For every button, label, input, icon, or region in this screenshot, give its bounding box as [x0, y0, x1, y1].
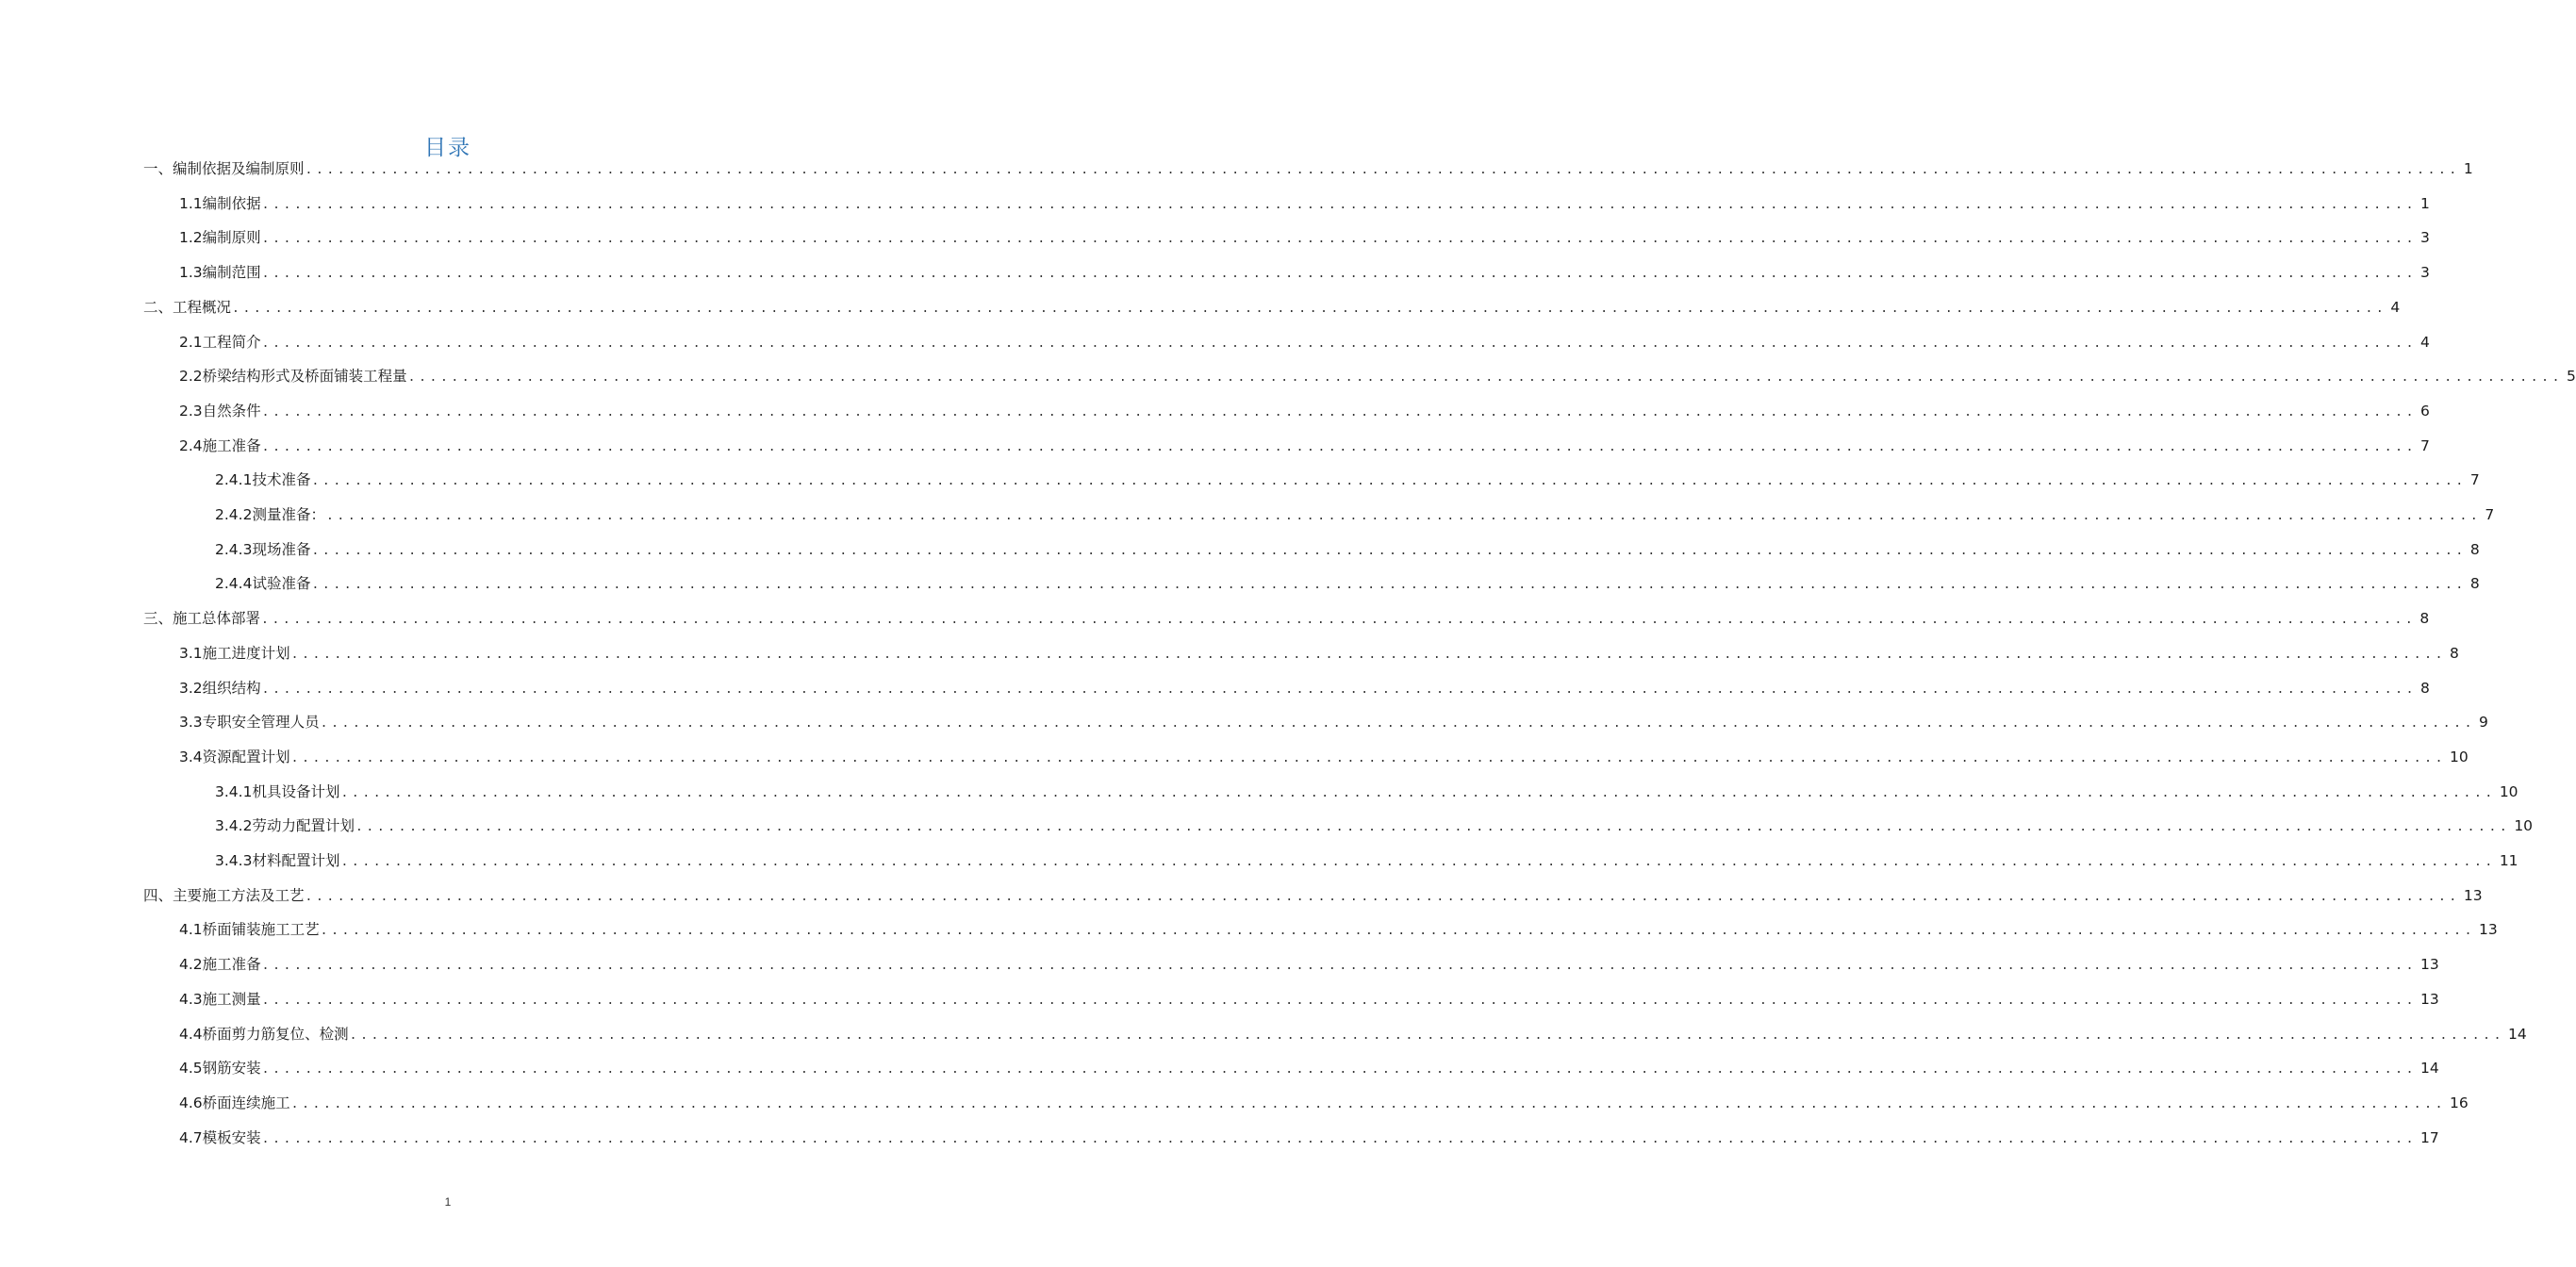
toc-entry[interactable] — [179, 226, 2430, 249]
toc-entry-title: 组织结构 — [202, 679, 261, 697]
toc-entry-number: 2.4.3 — [215, 540, 253, 558]
toc-dot-leader: ........................................................................................................................................................................................................ — [325, 509, 2482, 523]
toc-entry-number: 4.3 — [179, 990, 203, 1008]
toc-dot-leader: ........................................................................................................................................................................................................ — [261, 267, 2418, 282]
toc-entry-title: 自然条件 — [202, 402, 261, 420]
toc-dot-leader: ........................................................................................................................................................................................................ — [320, 924, 2476, 939]
toc-dot-leader: ........................................................................................................................................................................................................ — [261, 439, 2418, 454]
toc-entry[interactable] — [215, 814, 2534, 837]
toc-entry-number: 三、 — [143, 610, 173, 628]
toc-entry-number: 4.2 — [179, 956, 203, 974]
toc-entry[interactable] — [179, 400, 2430, 422]
toc-entry-title: 钢筋安装 — [202, 1060, 261, 1078]
toc-entry-number: 1.3 — [179, 264, 203, 282]
toc-entry-page: 7 — [2485, 506, 2495, 523]
toc-entry-number: 4.1 — [179, 921, 203, 939]
toc-entry[interactable] — [179, 331, 2430, 354]
toc-dot-leader: ........................................................................................................................................................................................................ — [305, 889, 2460, 904]
toc-entry-title: 编制依据 — [202, 194, 261, 212]
toc-entry-number: 2.1 — [179, 333, 203, 351]
toc-entry-number: 2.4 — [179, 436, 203, 454]
toc-entry-title: 模板安装 — [202, 1128, 261, 1146]
toc-entry-title: 现场准备 — [252, 540, 311, 558]
toc-entry-page: 8 — [2419, 610, 2430, 628]
toc-entry-title: 桥面剪力筋复位、检测 — [202, 1025, 349, 1043]
toc-entry-title: 桥梁结构形式及桥面铺装工程量 — [202, 368, 407, 386]
page-number: 1 — [444, 1195, 452, 1209]
toc-entry-number: 2.4.2 — [215, 506, 253, 523]
toc-entry-title: 施工总体部署 — [173, 610, 261, 628]
toc-entry[interactable] — [179, 261, 2430, 284]
toc-entry-title: 桥面连续施工 — [202, 1094, 290, 1111]
toc-entry-page: 1 — [2420, 194, 2430, 212]
toc-entry-number: 4.6 — [179, 1094, 203, 1111]
toc-entry-title: 劳动力配置计划 — [252, 817, 355, 835]
toc-entry-page: 7 — [2420, 436, 2430, 454]
toc-dot-leader: ........................................................................................................................................................................................................ — [340, 785, 2496, 800]
toc-entry-page: 14 — [2420, 1060, 2439, 1078]
toc-entry-page: 3 — [2420, 264, 2430, 282]
toc-entry[interactable] — [143, 157, 2473, 180]
toc-title: 目录 — [424, 136, 471, 160]
toc-dot-leader: ........................................................................................................................................................................................................ — [320, 716, 2476, 732]
toc-entry-page: 8 — [2469, 540, 2480, 558]
toc-dot-leader: ........................................................................................................................................................................................................ — [261, 1062, 2418, 1078]
toc-entry[interactable] — [143, 607, 2430, 630]
toc-entry[interactable] — [179, 711, 2488, 733]
toc-entry-title: 施工准备 — [202, 436, 261, 454]
toc-entry[interactable] — [215, 781, 2518, 803]
toc-entry[interactable] — [179, 953, 2439, 976]
toc-entry-number: 4.5 — [179, 1060, 203, 1078]
toc-entry-number: 2.4.1 — [215, 471, 253, 489]
toc-entry-page: 13 — [2463, 886, 2483, 904]
toc-entry-number: 3.4.2 — [215, 817, 253, 835]
toc-entry-page: 13 — [2420, 990, 2439, 1008]
toc-entry-number: 3.4 — [179, 748, 203, 765]
toc-entry-number: 3.1 — [179, 644, 203, 662]
toc-dot-leader: ........................................................................................................................................................................................................ — [261, 993, 2418, 1008]
toc-entry-title: 施工进度计划 — [202, 644, 290, 662]
toc-dot-leader: ........................................................................................................................................................................................................ — [355, 820, 2511, 835]
toc-dot-leader: ........................................................................................................................................................................................................ — [261, 1131, 2418, 1146]
toc-dot-leader: ........................................................................................................................................................................................................ — [261, 959, 2418, 974]
toc-entry-number: 2.4.4 — [215, 575, 253, 593]
toc-entry-title: 主要施工方法及工艺 — [173, 886, 305, 904]
toc-entry-number: 一、 — [143, 160, 173, 177]
toc-entry[interactable] — [179, 988, 2439, 1011]
toc-dot-leader: ........................................................................................................................................................................................................ — [340, 855, 2496, 869]
toc-entry-title: 施工测量 — [202, 990, 261, 1008]
toc-entry-title: 编制依据及编制原则 — [173, 160, 305, 177]
toc-entry-title: 工程概况 — [173, 298, 232, 316]
toc-entry-page: 8 — [2420, 679, 2430, 697]
toc-entry-page: 10 — [2499, 782, 2518, 800]
toc-entry-number: 1.1 — [179, 194, 203, 212]
toc-dot-leader: ........................................................................................................................................................................................................ — [290, 647, 2447, 662]
toc-entry[interactable] — [143, 884, 2483, 907]
toc-entry[interactable] — [179, 1127, 2439, 1149]
toc-dot-leader: ........................................................................................................................................................................................................ — [311, 474, 2467, 489]
toc-entry-number: 4.7 — [179, 1128, 203, 1146]
toc-entry[interactable] — [215, 572, 2480, 595]
toc-dot-leader: ........................................................................................................................................................................................................ — [232, 301, 2387, 316]
toc-entry-title: 编制原则 — [202, 229, 261, 247]
toc-entry[interactable] — [179, 1092, 2469, 1114]
toc-entry-page: 16 — [2450, 1094, 2469, 1111]
toc-dot-leader: ........................................................................................................................................................................................................ — [261, 404, 2418, 420]
toc-entry-page: 8 — [2450, 644, 2459, 662]
toc-entry-page: 7 — [2469, 471, 2480, 489]
toc-entry-title: 材料配置计划 — [252, 852, 340, 869]
toc-entry-page: 10 — [2450, 748, 2469, 765]
toc-dot-leader: ........................................................................................................................................................................................................ — [349, 1028, 2505, 1043]
toc-dot-leader: ........................................................................................................................................................................................................ — [311, 578, 2467, 593]
toc-entry-title: 机具设备计划 — [252, 782, 340, 800]
toc-dot-leader: ........................................................................................................................................................................................................ — [290, 750, 2447, 765]
toc-dot-leader: ........................................................................................................................................................................................................ — [305, 163, 2460, 177]
toc-entry[interactable] — [179, 677, 2430, 699]
toc-entry-number: 3.4.1 — [215, 782, 253, 800]
toc-entry-number: 2.3 — [179, 402, 203, 420]
toc-entry-page: 9 — [2479, 714, 2488, 732]
toc-entry-page: 4 — [2390, 298, 2401, 316]
toc-entry[interactable] — [143, 296, 2401, 319]
toc-dot-leader: ........................................................................................................................................................................................................ — [261, 232, 2418, 247]
toc-dot-leader: ........................................................................................................................................................................................................ — [261, 682, 2418, 697]
toc-entry[interactable] — [179, 1023, 2527, 1045]
toc-entry-page: 1 — [2463, 160, 2473, 177]
toc-entry-title: 测量准备： — [252, 506, 325, 523]
toc-entry-number: 4.4 — [179, 1025, 203, 1043]
toc-entry-page: 3 — [2420, 229, 2430, 247]
toc-entry-title: 施工准备 — [202, 956, 261, 974]
toc-entry[interactable] — [179, 365, 2576, 387]
toc-entry-page: 13 — [2420, 956, 2439, 974]
toc-entry-page: 13 — [2479, 921, 2498, 939]
toc-dot-leader: ........................................................................................................................................................................................................ — [261, 197, 2418, 212]
toc-entry-page: 17 — [2420, 1128, 2439, 1146]
toc-entry-page: 8 — [2469, 575, 2480, 593]
toc-entry-page: 4 — [2420, 333, 2430, 351]
toc-entry-number: 四、 — [143, 886, 173, 904]
toc-entry-title: 技术准备 — [252, 471, 311, 489]
toc-entry[interactable] — [179, 192, 2430, 215]
toc-entry-page: 10 — [2514, 817, 2534, 835]
toc-entry-title: 编制范围 — [202, 264, 261, 282]
toc-dot-leader: ........................................................................................................................................................................................................ — [290, 1096, 2447, 1111]
toc-entry-page: 14 — [2508, 1025, 2527, 1043]
toc-entry[interactable] — [179, 746, 2469, 768]
toc-entry-number: 3.2 — [179, 679, 203, 697]
toc-entry-title: 试验准备 — [252, 575, 311, 593]
toc-dot-leader: ........................................................................................................................................................................................................ — [311, 543, 2467, 558]
toc-entry-title: 桥面铺装施工工艺 — [202, 921, 320, 939]
toc-entry-number: 二、 — [143, 298, 173, 316]
toc-entry-title: 资源配置计划 — [202, 748, 290, 765]
toc-entry-page: 6 — [2420, 402, 2430, 420]
toc-entry[interactable] — [215, 503, 2495, 526]
toc-entry-number: 1.2 — [179, 229, 203, 247]
toc-entry-number: 2.2 — [179, 368, 203, 386]
toc-entry[interactable] — [179, 642, 2459, 665]
toc-entry[interactable] — [179, 435, 2430, 457]
toc-entry[interactable] — [215, 538, 2480, 561]
toc-dot-leader: ........................................................................................................................................................................................................ — [407, 370, 2564, 386]
toc-entry[interactable] — [215, 469, 2480, 491]
toc-entry-page: 11 — [2499, 852, 2518, 869]
toc-entry[interactable] — [215, 849, 2518, 872]
toc-dot-leader: ........................................................................................................................................................................................................ — [261, 336, 2418, 351]
toc-entry-number: 3.4.3 — [215, 852, 253, 869]
toc-entry-title: 工程简介 — [202, 333, 261, 351]
toc-entry[interactable] — [179, 1057, 2439, 1079]
toc-entry[interactable] — [179, 918, 2498, 941]
toc-entry-page: 5 — [2567, 368, 2576, 386]
toc-dot-leader: ........................................................................................................................................................................................................ — [261, 613, 2417, 628]
toc-entry-title: 专职安全管理人员 — [202, 714, 320, 732]
toc-entry-number: 3.3 — [179, 714, 203, 732]
